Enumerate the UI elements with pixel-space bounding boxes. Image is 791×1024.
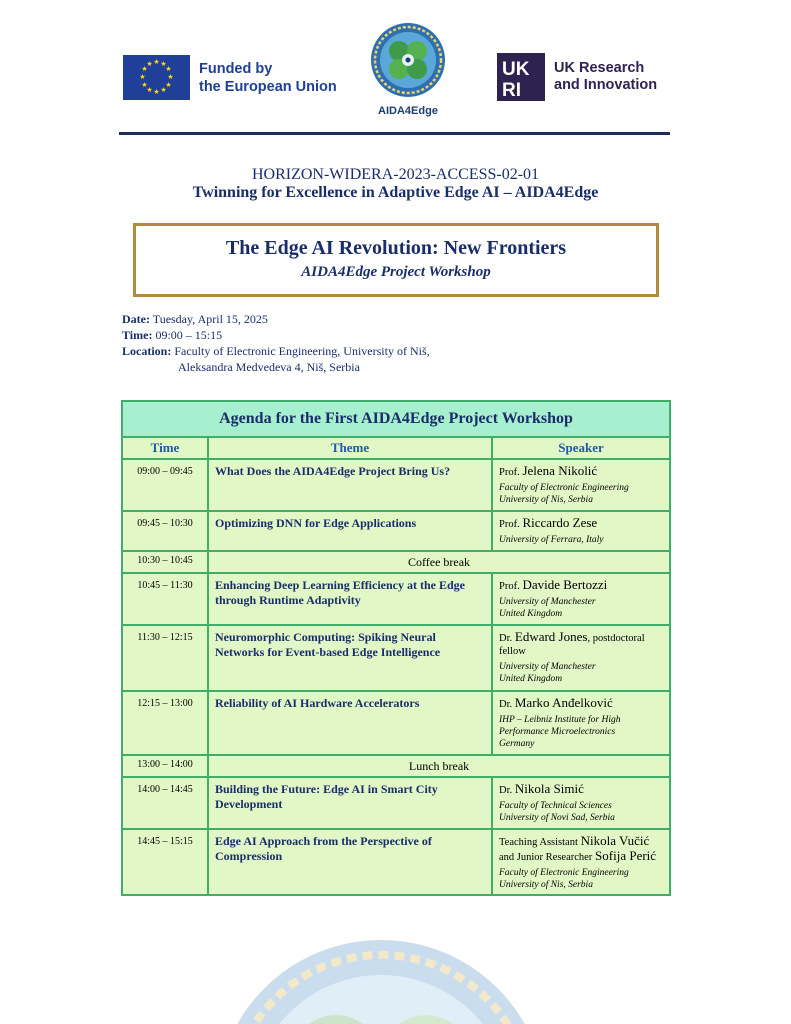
program-title: Twinning for Excellence in Adaptive Edge AI – AIDA4Edge	[192, 184, 599, 201]
table-row	[122, 573, 670, 625]
table-row	[122, 829, 670, 895]
location-line-2: Aleksandra Medvedeva 4, Niš, Serbia	[178, 360, 360, 374]
svg-text:★: ★	[153, 58, 160, 66]
session-time: 09:00 – 09:45	[122, 459, 208, 511]
session-speaker: Prof. Davide Bertozzi University of Manchester United Kingdom	[492, 573, 670, 625]
date-line: Date: Tuesday, April 15, 2025	[122, 312, 268, 326]
session-time: 14:45 – 15:15	[122, 829, 208, 895]
lunch-break-label: Lunch break	[208, 755, 670, 777]
aida4edge-logo	[368, 22, 448, 117]
emblem-watermark	[121, 935, 641, 1024]
session-speaker: Prof. Jelena Nikolić Faculty of Electronic Engineering University of Nis, Serbia	[492, 459, 670, 511]
session-time: 12:15 – 13:00	[122, 691, 208, 755]
workshop-title-box	[133, 223, 659, 297]
session-time: 11:30 – 12:15	[122, 625, 208, 691]
session-time: 10:45 – 11:30	[122, 573, 208, 625]
svg-text:UK: UK	[502, 59, 530, 80]
svg-text:★: ★	[141, 81, 148, 89]
session-time: 13:00 – 14:00	[122, 755, 208, 777]
emblem-watermark-icon	[121, 935, 641, 1024]
session-theme: What Does the AIDA4Edge Project Bring Us?	[208, 459, 492, 511]
session-speaker: Prof. Riccardo Zese University of Ferrara, Italy	[492, 511, 670, 551]
session-speaker: Teaching Assistant Nikola Vučić and Junior Researcher Sofija Perić Faculty of Electronic Engineering University of Nis, Serbia	[492, 829, 670, 895]
session-speaker: Dr. Nikola Simić Faculty of Technical Sciences University of Novi Sad, Serbia	[492, 777, 670, 829]
agenda-table	[121, 400, 671, 896]
session-time: 14:00 – 14:45	[122, 777, 208, 829]
session-theme: Building the Future: Edge AI in Smart City Development	[208, 777, 492, 829]
column-header-speaker: Speaker	[492, 437, 670, 459]
svg-text:★: ★	[160, 86, 167, 94]
svg-text:RI: RI	[502, 80, 521, 101]
table-row	[122, 511, 670, 551]
session-theme: Enhancing Deep Learning Efficiency at the Edge through Runtime Adaptivity	[208, 573, 492, 625]
svg-text:★: ★	[141, 65, 148, 73]
session-theme: Reliability of AI Hardware Accelerators	[208, 691, 492, 755]
svg-text:★: ★	[146, 86, 153, 94]
svg-text:★: ★	[165, 65, 172, 73]
svg-text:★: ★	[146, 60, 153, 68]
aida4edge-logo-label: AIDA4Edge	[378, 105, 438, 117]
session-theme: Edge AI Approach from the Perspective of Compression	[208, 829, 492, 895]
session-speaker: Dr. Edward Jones, postdoctoral fellow University of Manchester United Kingdom	[492, 625, 670, 691]
svg-text:★: ★	[167, 73, 174, 81]
table-row	[122, 777, 670, 829]
session-speaker: Dr. Marko Anđelković IHP – Leibniz Institute for High Performance Microelectronics Germany	[492, 691, 670, 755]
program-code: HORIZON-WIDERA-2023-ACCESS-02-01	[251, 166, 540, 183]
table-row	[122, 691, 670, 755]
ukri-mark-icon	[497, 53, 545, 101]
column-header-time: Time	[122, 437, 208, 459]
eu-funding-text: Funded by the European Union	[199, 60, 337, 95]
session-theme: Neuromorphic Computing: Spiking Neural Networks for Event-based Edge Intelligence	[208, 625, 492, 691]
session-time: 10:30 – 10:45	[122, 551, 208, 573]
svg-text:★: ★	[153, 88, 160, 96]
workshop-subtitle: AIDA4Edge Project Workshop	[301, 264, 491, 280]
svg-text:★: ★	[160, 60, 167, 68]
time-line: Time: 09:00 – 15:15	[122, 328, 223, 342]
break-row	[122, 755, 670, 777]
header-divider	[119, 132, 670, 135]
table-row	[122, 459, 670, 511]
svg-text:★: ★	[139, 73, 146, 81]
agenda-caption: Agenda for the First AIDA4Edge Project Workshop	[122, 401, 670, 437]
eu-flag-icon	[123, 55, 190, 100]
session-theme: Optimizing DNN for Edge Applications	[208, 511, 492, 551]
location-line: Location: Faculty of Electronic Engineering, University of Niš,	[122, 344, 430, 358]
coffee-break-label: Coffee break	[208, 551, 670, 573]
session-time: 09:45 – 10:30	[122, 511, 208, 551]
workshop-title: The Edge AI Revolution: New Frontiers	[225, 237, 567, 259]
aida4edge-emblem-icon	[369, 22, 447, 98]
column-header-theme: Theme	[208, 437, 492, 459]
break-row	[122, 551, 670, 573]
event-details	[122, 311, 430, 375]
ukri-text: UK Research and Innovation	[554, 60, 658, 93]
ukri-logo	[497, 53, 657, 101]
svg-text:★: ★	[165, 81, 172, 89]
eu-funding-logo	[123, 55, 337, 100]
table-row	[122, 625, 670, 691]
